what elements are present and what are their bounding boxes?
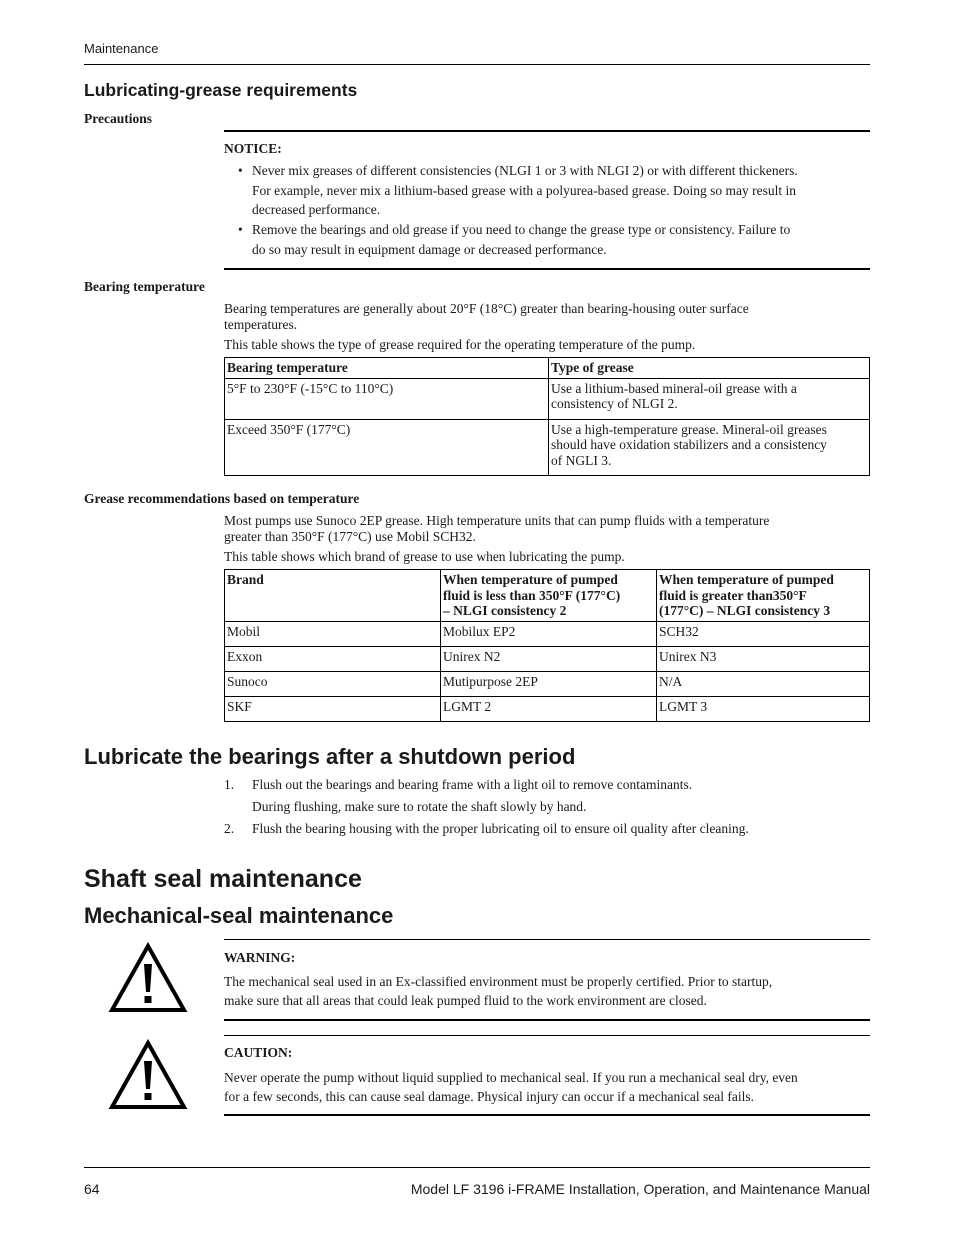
table-cell: Mutipurpose 2EP [441, 672, 657, 697]
step-2-number: 2. [224, 821, 235, 836]
recommend-label: Grease recommendations based on temperature [84, 491, 360, 506]
step-1-text: Flush out the bearings and bearing frame with a light oil to remove contaminants. [252, 777, 693, 792]
column-header: Type of grease [549, 358, 870, 379]
warning-text: The mechanical seal used in an Ex-classified environment must be properly certified. Prior to startup, make sure that all areas that could leak pumped fluid to the work environment are closed. [224, 974, 773, 1008]
table-cell: LGMT 2 [441, 697, 657, 722]
table-cell: SCH32 [657, 622, 870, 647]
header-rule [84, 64, 870, 65]
brand-table [224, 569, 870, 722]
step-1-number: 1. [224, 777, 235, 792]
bearing-temp-text: Bearing temperatures are generally about 20°F (18°C) greater than bearing-housing outer surface temperatures. [224, 301, 749, 332]
caution-top-rule [224, 1035, 870, 1036]
notice-bullet-2: • [238, 222, 243, 237]
bearing-temp-intro: This table shows the type of grease required for the operating temperature of the pump. [224, 337, 696, 352]
caution-bottom-rule [224, 1114, 870, 1116]
table-row [225, 697, 870, 722]
table-header-row [225, 358, 870, 379]
table-header-row [225, 570, 870, 622]
step-2-text: Flush the bearing housing with the proper lubricating oil to ensure oil quality after cleaning. [252, 821, 749, 836]
table-cell: Mobil [225, 622, 441, 647]
caution-text: Never operate the pump without liquid supplied to mechanical seal. If you run a mechanical seal dry, even for a few seconds, this can cause seal damage. Physical injury can occur if a mechanical seal fails. [224, 1070, 798, 1104]
section-title-shutdown: Lubricate the bearings after a shutdown period [84, 744, 576, 769]
warning-triangle-icon [108, 942, 188, 1014]
column-header: When temperature of pumped fluid is greater than350°F (177°C) – NLGI consistency 3 [657, 570, 870, 622]
column-header: When temperature of pumped fluid is less than 350°F (177°C) – NLGI consistency 2 [441, 570, 657, 622]
manual-title: Model LF 3196 i-FRAME Installation, Operation, and Maintenance Manual [410, 1181, 870, 1197]
page-number: 64 [84, 1181, 100, 1197]
warning-top-rule [224, 939, 870, 940]
table-row [225, 647, 870, 672]
notice-bullet-1-text: Never mix greases of different consistencies (NLGI 1 or 3 with NLGI 2) or with different thickeners. For example, never mix a lithium-based grease with a polyurea-based grease. Doing so may result in decreased performance. [252, 163, 798, 217]
table-cell: Exxon [225, 647, 441, 672]
table-row [225, 672, 870, 697]
caution-label: CAUTION: [224, 1045, 293, 1060]
column-header: Brand [225, 570, 441, 622]
column-header: Bearing temperature [225, 358, 549, 379]
table-cell: 5°F to 230°F (-15°C to 110°C) [225, 378, 549, 419]
bearing-temp-label: Bearing temperature [84, 279, 205, 294]
temp-table [224, 357, 870, 476]
table-cell: LGMT 3 [657, 697, 870, 722]
section-title-shaft-seal: Shaft seal maintenance [84, 865, 362, 893]
notice-bullet-1: • [238, 163, 243, 178]
section-title-grease: Lubricating-grease requirements [84, 80, 358, 100]
footer-rule [84, 1167, 870, 1168]
recommend-intro: This table shows which brand of grease to use when lubricating the pump. [224, 549, 625, 564]
table-cell: Exceed 350°F (177°C) [225, 419, 549, 475]
notice-bottom-rule [224, 268, 870, 270]
table-cell: SKF [225, 697, 441, 722]
caution-triangle-icon [108, 1039, 188, 1111]
step-1-note: During flushing, make sure to rotate the shaft slowly by hand. [252, 799, 587, 814]
recommend-text: Most pumps use Sunoco 2EP grease. High temperature units that can pump fluids with a temperature greater than 350°F (177°C) use Mobil SCH32. [224, 513, 770, 544]
table-row [225, 419, 870, 475]
table-cell: Use a high-temperature grease. Mineral-oil greases should have oxidation stabilizers and a consistency of NGLI 3. [549, 419, 870, 475]
table-row [225, 378, 870, 419]
notice-bullet-2-text: Remove the bearings and old grease if you need to change the grease type or consistency. Failure to do so may result in equipment damage or decreased performance. [252, 222, 791, 257]
table-cell: Use a lithium-based mineral-oil grease with a consistency of NLGI 2. [549, 378, 870, 419]
notice-top-rule [224, 130, 870, 132]
table-cell: Unirex N3 [657, 647, 870, 672]
warning-bottom-rule [224, 1019, 870, 1021]
precautions-label: Precautions [84, 111, 152, 126]
table-cell: N/A [657, 672, 870, 697]
table-cell: Sunoco [225, 672, 441, 697]
section-subtitle-mechanical-seal: Mechanical-seal maintenance [84, 903, 394, 928]
table-cell: Mobilux EP2 [441, 622, 657, 647]
warning-label: WARNING: [224, 950, 296, 965]
notice-label: NOTICE: [224, 141, 282, 156]
table-cell: Unirex N2 [441, 647, 657, 672]
table-row [225, 622, 870, 647]
running-header: Maintenance [84, 41, 159, 56]
